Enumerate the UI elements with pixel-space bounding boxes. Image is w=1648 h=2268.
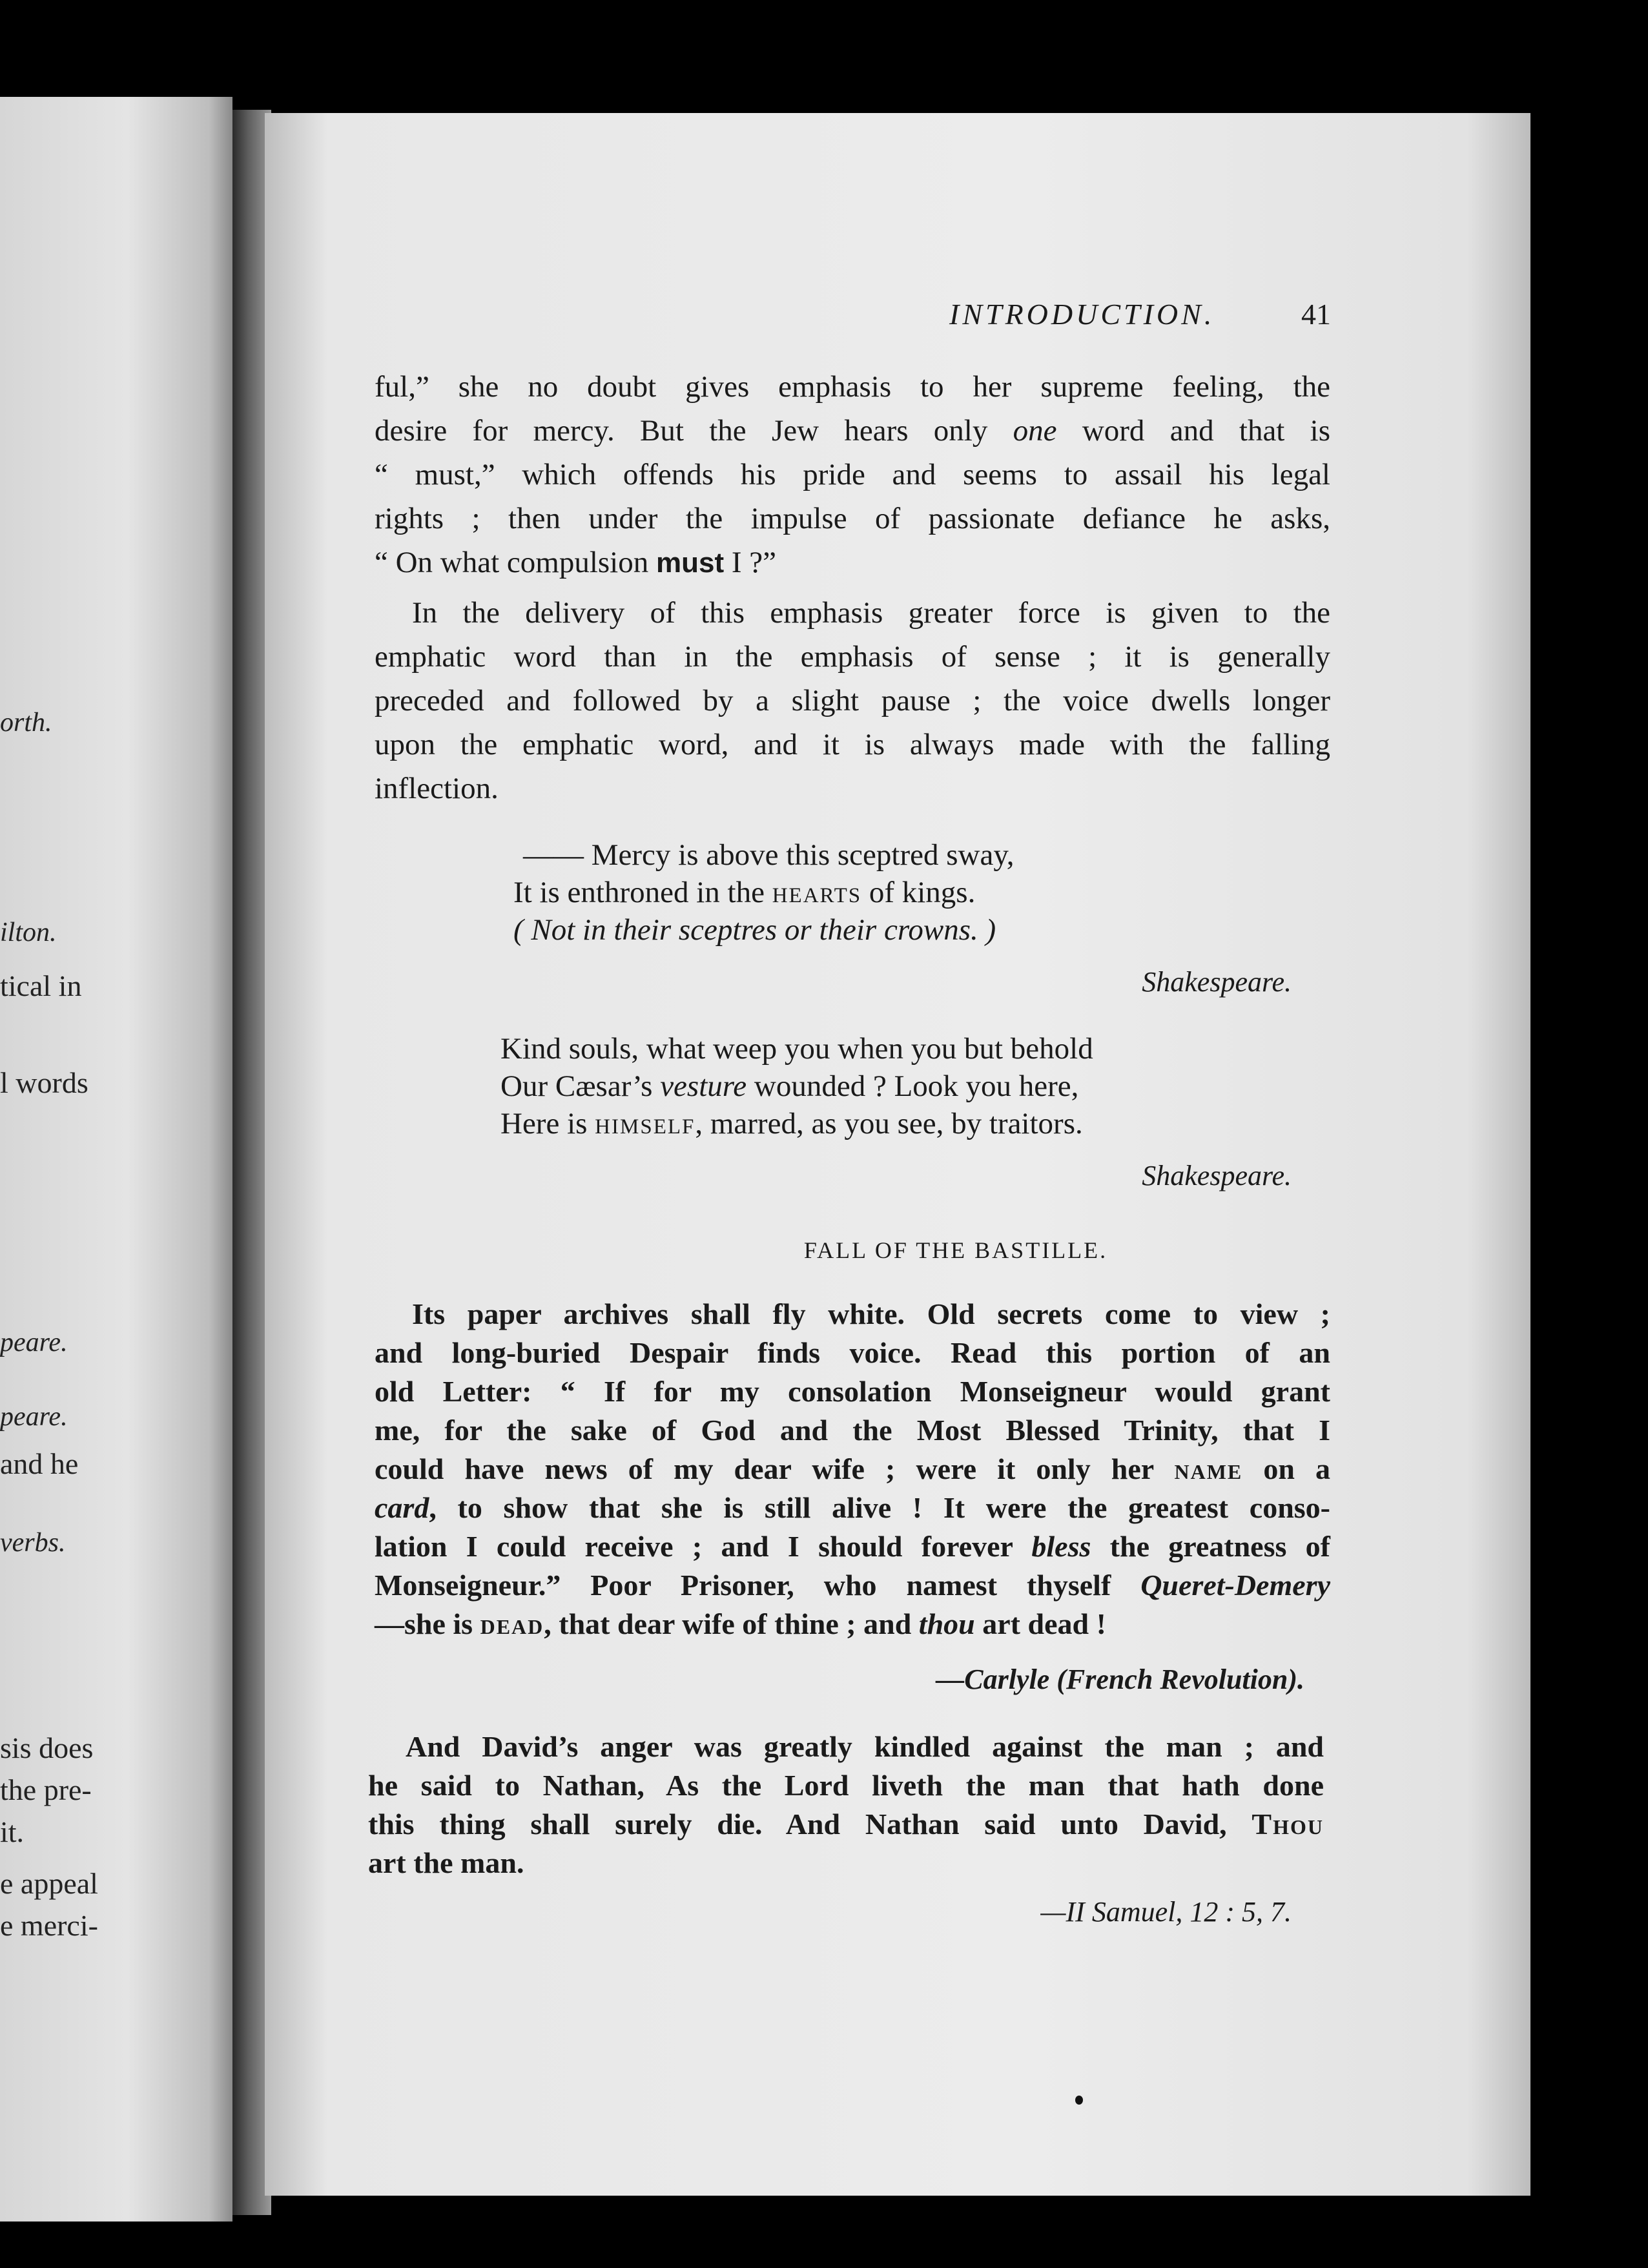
left-fragment: peare. [0,1402,68,1432]
text-line: me, for the sake of God and the Most Blessed Trinity, that I [375,1414,1330,1447]
left-fragment: verbs. [0,1528,66,1558]
left-fragment: e appeal [0,1867,98,1900]
text-line: this thing shall surely die. And Nathan said unto David, Thou [368,1808,1324,1840]
text-line: lation I could receive ; and I should forever bless the greatness of [375,1530,1330,1563]
running-title: INTRODUCTION. [949,298,1215,331]
text-line: card, to show that she is still alive ! It were the greatest conso- [375,1491,1330,1524]
attribution: —II Samuel, 12 : 5, 7. [1040,1896,1292,1928]
left-fragment: orth. [0,708,52,737]
emphasized-word: must [656,547,725,579]
left-page [0,97,232,2222]
text-line: And David’s anger was greatly kindled against the man ; and [406,1730,1324,1763]
small-caps-word: Thou [1251,1808,1324,1840]
text-line: rights ; then under the impulse of passionate defiance he asks, [375,502,1330,535]
italic-word: card [375,1491,429,1524]
small-caps-word: dead [480,1607,544,1640]
text-line: art the man. [368,1846,524,1879]
left-fragment: peare. [0,1328,68,1357]
text-line: emphatic word than in the emphasis of sense ; it is generally [375,640,1330,674]
verse-line: Kind souls, what weep you when you but behold [500,1032,1093,1066]
verse-line: ( Not in their sceptres or their crowns. ) [513,913,996,947]
paragraph-david [368,1727,1324,1882]
verse-line: Our Cæsar’s vesture wounded ? Look you here, [500,1069,1079,1103]
paragraph-bastille [375,1295,1330,1644]
italic-word: Queret-Demery [1140,1569,1330,1602]
text-line: and long-buried Despair finds voice. Read this portion of an [375,1336,1330,1369]
page-header [265,297,1530,342]
verse-line: —— Mercy is above this sceptred sway, [523,838,1015,872]
section-title: FALL OF THE BASTILLE. [803,1237,1108,1263]
text-line: old Letter: “ If for my consolation Monseigneur would grant [375,1375,1330,1408]
text-line: could have news of my dear wife ; were it only her name on a [375,1452,1330,1485]
small-caps-word: himself [595,1107,695,1140]
text-line: Its paper archives shall fly white. Old secrets come to view ; [412,1297,1330,1330]
left-fragment: sis does [0,1731,94,1764]
left-fragment: the pre- [0,1773,92,1806]
text-line: preceded and followed by a slight pause ; the voice dwells longer [375,684,1330,717]
left-fragment: ilton. [0,918,57,947]
text-line: inflection. [375,772,499,805]
right-page [265,113,1530,2196]
attribution: Shakespeare. [1142,1160,1292,1191]
text-line: Monseigneur.” Poor Prisoner, who namest thyself Queret-Demery [375,1569,1330,1602]
verse-mercy [513,836,1015,949]
attribution: Shakespeare. [1142,966,1292,998]
text-line: “ must,” which offends his pride and seems to assail his legal [375,458,1330,491]
left-fragment: l words [0,1066,88,1099]
left-fragment: tical in [0,969,82,1002]
italic-word: vesture [660,1069,747,1103]
text-line: “ On what compulsion must I ?” [375,546,776,579]
ink-speck [1075,2096,1083,2105]
attribution: —Carlyle (French Revolution). [936,1664,1304,1695]
left-fragment: e merci- [0,1909,98,1942]
small-caps-word: name [1174,1452,1243,1485]
text-line: ful,” she no doubt gives emphasis to her supreme feeling, the [375,370,1330,404]
paragraph-emphasis-must [375,365,1330,584]
left-fragment: it. [0,1815,25,1848]
text-line: desire for mercy. But the Jew hears only one word and that is [375,414,1331,448]
italic-word: thou [918,1607,975,1640]
small-caps-word: hearts [772,876,862,909]
italic-word: bless [1031,1530,1091,1563]
italic-word: one [1013,414,1057,448]
verse-line: Here is himself, marred, as you see, by traitors. [500,1107,1083,1140]
text-line: In the delivery of this emphasis greater force is given to the [412,596,1330,630]
verse-line: It is enthroned in the hearts of kings. [513,876,976,909]
text-line: upon the emphatic word, and it is always made with the falling [375,728,1330,761]
text-line: —she is dead, that dear wife of thine ; and thou art dead ! [375,1607,1106,1640]
page-number: 41 [1301,298,1331,331]
paragraph-delivery [375,591,1330,810]
text-line: he said to Nathan, As the Lord liveth the man that hath done [368,1769,1324,1802]
left-fragment: and he [0,1447,79,1480]
verse-caesar [500,1030,1093,1142]
